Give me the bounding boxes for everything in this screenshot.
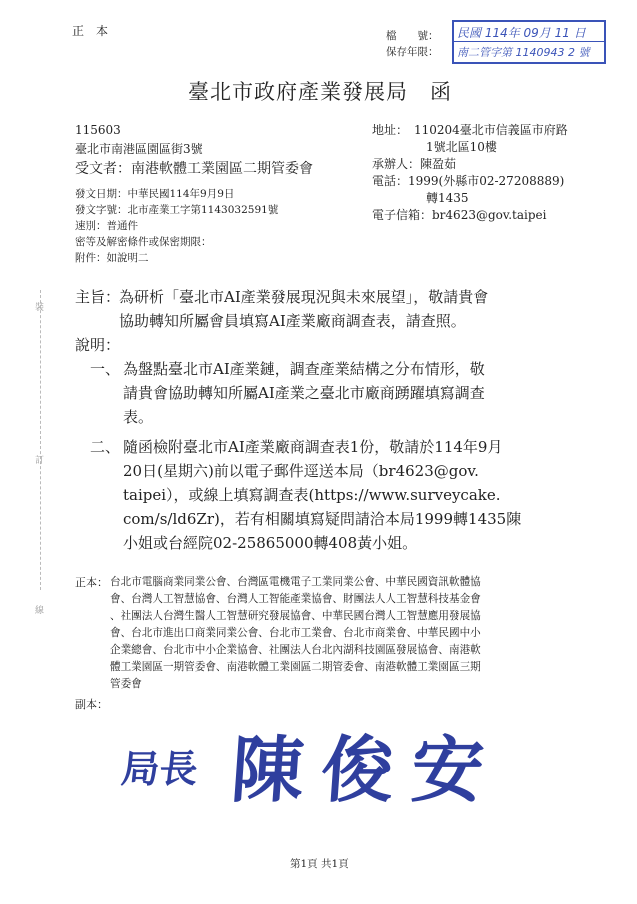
item-2-line-5: 小姐或台經院02-25865000轉408黃小姐。	[123, 534, 418, 552]
sender-contact: 承辦人：陳盈茹	[372, 157, 457, 171]
sender-address-line2: 1號北區10樓	[426, 140, 497, 154]
delivery-speed: 速別：普通件	[75, 220, 138, 232]
item-1-line-2: 請貴會協助轉知所屬AI產業之臺北市廠商踴躍填寫調查	[123, 384, 485, 402]
stamp-date: 民國 114年 09月 11 日	[457, 26, 586, 40]
issue-date: 發文日期：中華民國114年9月9日	[75, 188, 235, 200]
binding-mark-1: 裝	[35, 303, 45, 313]
file-no-label: 檔 號：	[386, 30, 439, 42]
postal-code: 115603	[75, 123, 121, 137]
attachment-note: 附件：如說明二	[75, 252, 149, 264]
retention-label: 保存年限：	[386, 46, 439, 58]
item-1-number: 一、	[90, 360, 121, 378]
cc-line-7: 管委會	[110, 678, 142, 690]
binding-line	[40, 290, 42, 590]
sender-phone-line1: 電話：1999(外縣市02-27208889)	[372, 174, 565, 188]
sender-email: 電子信箱：br4623@gov.taipei	[372, 208, 547, 222]
page-footer: 第1頁 共1頁	[290, 858, 349, 870]
subject-label: 主旨：	[75, 288, 121, 306]
subject-line-2: 協助轉知所屬會員填寫AI產業廠商調查表，請查照。	[119, 312, 466, 330]
recipient-address: 臺北市南港區園區街3號	[75, 142, 203, 156]
cc-line-4: 會、台北市進出口商業同業公會、台北市工業會、台北市商業會、中華民國中小	[110, 627, 481, 639]
item-2-line-3: taipei），或線上填寫調查表(https://www.surveycake.	[123, 486, 501, 504]
cc-line-5: 企業總會、台北市中小企業協會、社團法人台北內湖科技園區發展協會、南港軟	[110, 644, 481, 656]
document-title: 臺北市政府產業發展局 函	[188, 80, 452, 104]
sender-phone-line2: 轉1435	[426, 191, 469, 205]
item-2-line-4: com/s/ld6Zr)，若有相關填寫疑問請洽本局1999轉1435陳	[123, 510, 522, 528]
explanation-label: 說明：	[75, 336, 121, 354]
signature-name: 陳俊安	[228, 727, 505, 812]
stamp-number: 南二管字第 1140943 2 號	[457, 46, 590, 59]
subject-line-1: 為研析「臺北市AI產業發展現況與未來展望」，敬請貴會	[119, 288, 489, 306]
sender-address-line1: 110204臺北市信義區市府路	[414, 123, 568, 137]
copy-mark: 正 本	[72, 24, 109, 38]
binding-mark-3: 線	[35, 606, 45, 616]
item-2-number: 二、	[90, 438, 121, 456]
sender-address-label: 地址：	[372, 123, 409, 137]
receipt-stamp	[452, 20, 606, 64]
recipient: 受文者：南港軟體工業園區二期管委會	[75, 161, 313, 177]
security-level: 密等及解密條件或保密期限：	[75, 236, 212, 248]
cc-line-1: 台北市電腦商業同業公會、台灣區電機電子工業同業公會、中華民國資訊軟體協	[110, 576, 481, 588]
cc-label: 正本：	[75, 576, 108, 589]
item-1-line-3: 表。	[123, 408, 154, 426]
item-2-line-1: 隨函檢附臺北市AI產業廠商調查表1份，敬請於114年9月	[123, 438, 503, 456]
document-number: 發文字號：北市產業工字第1143032591號	[75, 204, 279, 216]
copy-label: 副本：	[75, 698, 108, 711]
cc-line-3: 、社團法人台灣生醫人工智慧研究發展協會、中華民國台灣人工智慧應用發展協	[110, 610, 481, 622]
item-2-line-2: 20日(星期六)前以電子郵件逕送本局（br4623@gov.	[123, 462, 479, 480]
signature-title: 局長	[119, 746, 201, 791]
binding-mark-2: 訂	[35, 456, 45, 466]
cc-line-2: 會、台灣人工智慧協會、台灣人工智能產業協會、財團法人人工智慧科技基金會	[110, 593, 481, 605]
cc-line-6: 體工業園區一期管委會、南港軟體工業園區二期管委會、南港軟體工業園區三期	[110, 661, 481, 673]
item-1-line-1: 為盤點臺北市AI產業鏈，調查產業結構之分布情形，敬	[123, 360, 485, 378]
